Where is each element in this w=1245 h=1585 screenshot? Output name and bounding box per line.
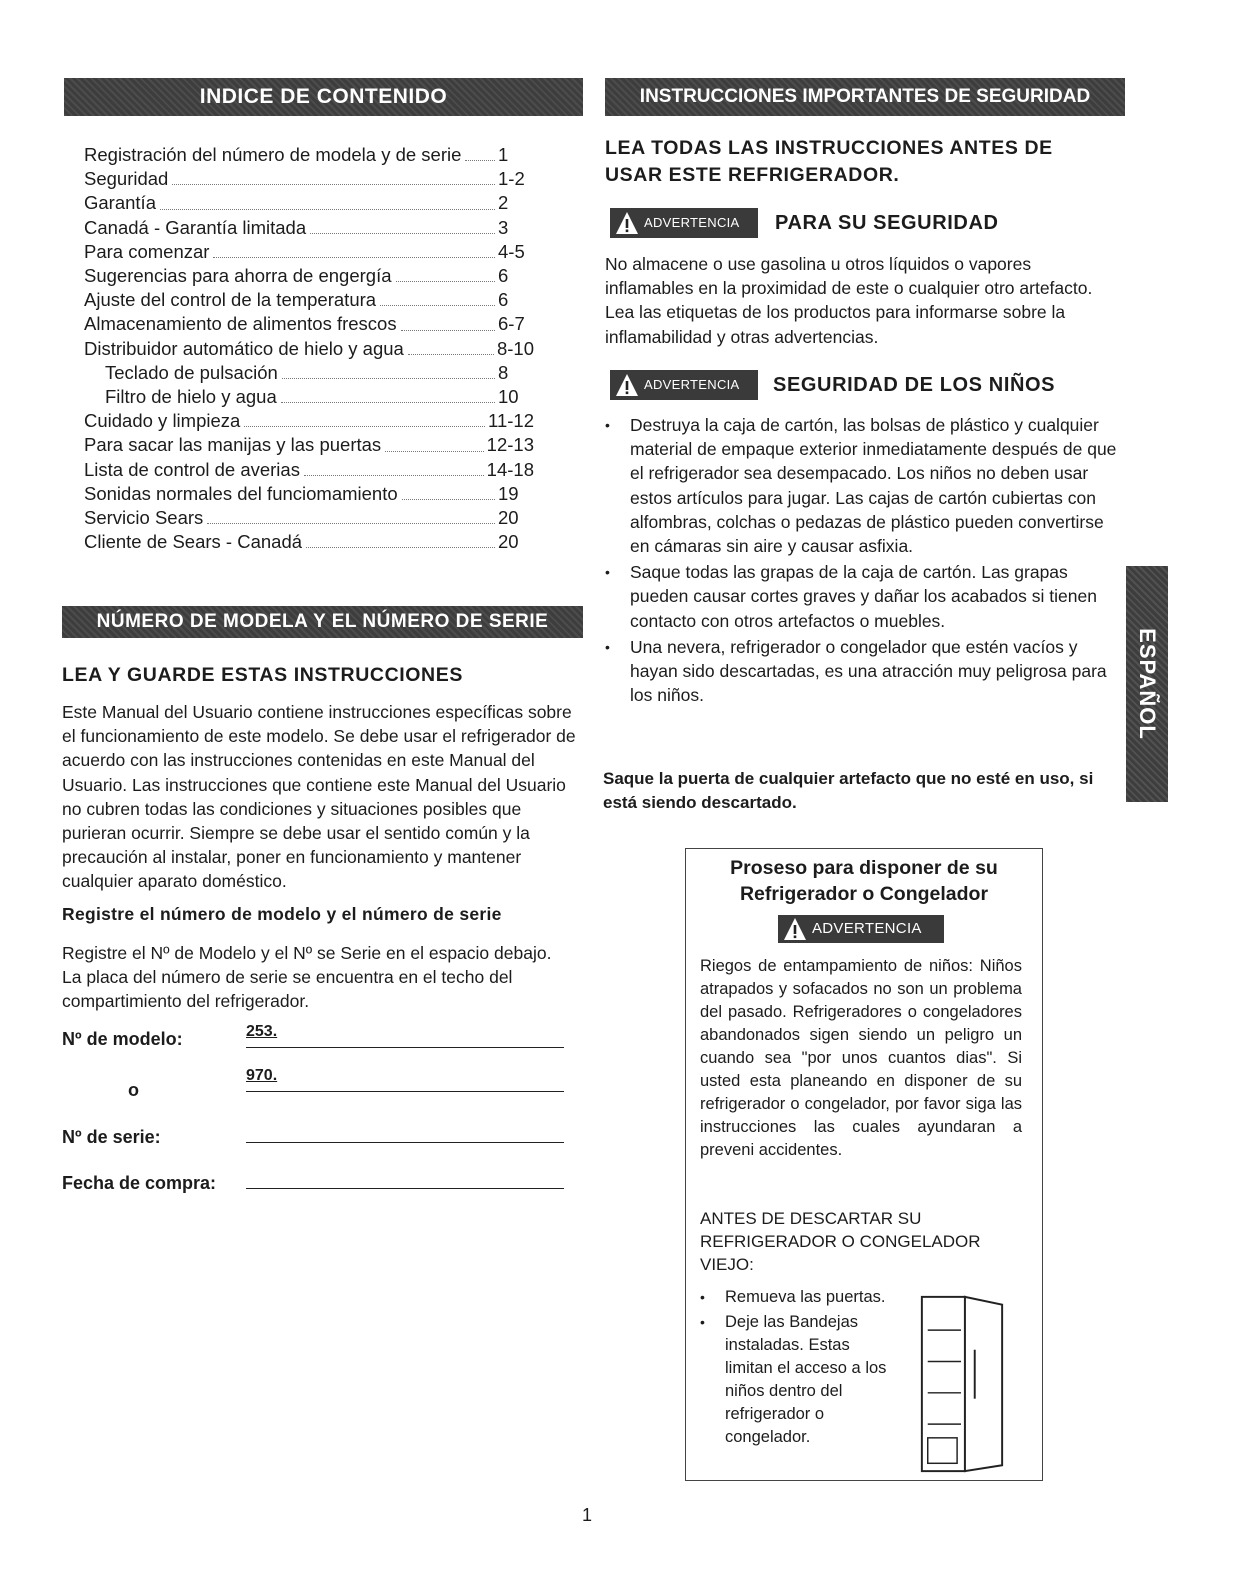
toc-entry-title: Filtro de hielo y agua: [105, 386, 277, 408]
toc-leader-dots: [402, 499, 495, 500]
remove-door-note: Saque la puerta de cualquier artefacto que no esté en uso, si está siendo descartado.: [603, 769, 1094, 813]
toc-entry-page: 11-12: [488, 410, 534, 432]
toc-entry-page: 8-10: [496, 337, 534, 359]
toc-row: [84, 264, 534, 288]
toc-leader-dots: [244, 426, 485, 427]
disposal-box-title: [686, 855, 1042, 907]
or-label: o: [128, 1080, 139, 1100]
toc-entry-title: Cliente de Sears - Canadá: [84, 531, 303, 553]
list-item: • Remueva las puertas.: [700, 1286, 900, 1309]
toc-leader-dots: [396, 281, 495, 282]
list-item: • Deje las Bandejas instaladas. Estas limitan el acceso a los niños dentro del refrigerador o congelador.: [700, 1313, 887, 1446]
toc-row: [84, 530, 534, 554]
toc-entry-page: 12-13: [486, 434, 534, 456]
list-item: • Una nevera, refrigerador o congelador que estén vacíos y hayan sido descartadas, es una atracción muy peligrosa para los niños.: [605, 636, 1107, 706]
table-of-contents: [84, 143, 534, 554]
toc-leader-dots: [306, 547, 495, 548]
register-heading: Registre el número de modelo y el número de serie: [62, 904, 502, 924]
model-value-2: 970.: [246, 1067, 278, 1084]
warning-badge-2: [610, 370, 758, 400]
serial-field[interactable]: [246, 1118, 564, 1143]
disposal-box: [685, 848, 1043, 1481]
toc-leader-dots: [160, 209, 495, 210]
toc-entry-page: 10: [498, 386, 519, 408]
toc-row: [84, 216, 534, 240]
disposal-paragraph: Riegos de entampamiento de niños: Niños atrapados y sofacados no son un problema del pasado. Refrigeradores o congeladores abandonados sigen siendo un peligro un cuando sea "por unos cuantos dias". Si usted esta planeando en disponer de su refrigerador o congelador, por favor siga las instrucciones las cuales ayundaran a preveni accidentes.: [700, 957, 1022, 1159]
toc-entry-page: 19: [498, 482, 519, 504]
list-item: • Destruya la caja de cartón, las bolsas de plástico y cualquier material de empaque exterior inmediatamente después de que el refrigerador sea desempacado. Los niños no deben usar estos artículos para jugar. Las cajas de cartón cubiertas con alfombras, colchas o pedazas de plástico pueden convertirse en cámaras sin aire y causar asfixia.: [605, 415, 1117, 557]
toc-row: [84, 240, 534, 264]
toc-row: [84, 361, 534, 385]
language-tab: [1126, 566, 1168, 802]
before-discarding: ANTES DE DESCARTAR SU REFRIGERADOR O CONGELADOR VIEJO:: [700, 1209, 981, 1274]
page-number: 1: [582, 1505, 593, 1525]
safety-banner: INSTRUCCIONES IMPORTANTES DE SEGURIDAD: [605, 78, 1125, 116]
language-tab-label: ESPAÑOL: [1135, 628, 1160, 740]
toc-entry-title: Servicio Sears: [84, 507, 204, 529]
refrigerator-illustration: [916, 1291, 1008, 1477]
purchase-date-label: Fecha de compra:: [62, 1173, 217, 1193]
toc-entry-page: 3: [498, 216, 509, 238]
toc-entry-page: 14-18: [486, 458, 534, 480]
bullet-icon: •: [700, 1314, 705, 1330]
toc-row: [84, 409, 534, 433]
toc-entry-title: Canadá - Garantía limitada: [84, 216, 307, 238]
disposal-title-line-1: Proseso para disponer de su: [730, 857, 998, 879]
toc-leader-dots: [401, 330, 495, 331]
toc-entry-page: 8: [498, 361, 509, 383]
toc-row: [84, 433, 534, 457]
bullet-icon: •: [700, 1289, 705, 1305]
warning-triangle-icon: [783, 917, 807, 941]
toc-leader-dots: [172, 184, 495, 185]
warning-badge-1: [610, 208, 758, 238]
toc-leader-dots: [408, 354, 494, 355]
children-safety-heading: SEGURIDAD DE LOS NIÑOS: [773, 374, 1056, 396]
model-field-2[interactable]: [246, 1067, 564, 1092]
children-safety-list: [605, 413, 1120, 709]
warning-badge-2-label: ADVERTENCIA: [644, 377, 740, 392]
bullet-icon: •: [605, 564, 610, 581]
read-keep-heading: LEA Y GUARDE ESTAS INSTRUCCIONES: [62, 664, 463, 686]
toc-leader-dots: [380, 305, 495, 306]
safety-paragraph: No almacene o use gasolina u otros líquidos o vapores inflamables en la proximidad de este o cualquier otro artefacto. Lea las etiquetas de los productos para informarse sobre la inflamabilidad y otras advertencias.: [605, 254, 1093, 347]
toc-row: [84, 458, 534, 482]
toc-row: [84, 482, 534, 506]
warning-badge-1-label: ADVERTENCIA: [644, 215, 740, 230]
disposal-title-line-2: Refrigerador o Congelador: [739, 883, 989, 905]
toc-leader-dots: [282, 378, 495, 379]
toc-entry-title: Cuidado y limpieza: [84, 410, 241, 432]
bullet-icon: •: [605, 638, 610, 655]
toc-entry-page: 2: [498, 192, 509, 214]
toc-leader-dots: [207, 523, 495, 524]
read-all-heading: LEA TODAS LAS INSTRUCCIONES ANTES DE USAR ESTE REFRIGERADOR.: [605, 137, 1053, 186]
toc-entry-title: Para sacar las manijas y las puertas: [84, 434, 382, 456]
toc-entry-title: Garantía: [84, 192, 156, 214]
toc-row: [84, 337, 534, 361]
serial-label: Nº de serie:: [62, 1127, 161, 1147]
toc-entry-title: Distribuidor automático de hielo y agua: [84, 337, 404, 359]
warning-triangle-icon: [615, 211, 639, 235]
toc-entry-page: 6-7: [498, 313, 525, 335]
toc-row: [84, 167, 534, 191]
toc-leader-dots: [213, 257, 495, 258]
toc-entry-page: 20: [498, 507, 519, 529]
toc-entry-title: Lista de control de averias: [84, 458, 300, 480]
toc-row: [84, 288, 534, 312]
disposal-list: [700, 1286, 900, 1451]
toc-leader-dots: [281, 402, 495, 403]
toc-entry-title: Almacenamiento de alimentos frescos: [84, 313, 397, 335]
toc-leader-dots: [310, 233, 495, 234]
toc-entry-title: Seguridad: [84, 168, 169, 190]
toc-leader-dots: [304, 475, 484, 476]
toc-banner: INDICE DE CONTENIDO: [64, 78, 583, 116]
toc-entry-page: 20: [498, 531, 519, 553]
model-field-1[interactable]: [246, 1023, 564, 1048]
register-paragraph: Registre el Nº de Modelo y el Nº se Serie en el espacio debajo. La placa del número de serie se encuentra en el techo del compartimiento del refrigerador.: [62, 943, 552, 1012]
model-value-1: 253.: [246, 1023, 278, 1040]
toc-entry-title: Registración del número de modela y de serie: [84, 144, 462, 165]
toc-leader-dots: [385, 451, 484, 452]
bullet-icon: •: [605, 417, 610, 433]
for-your-safety-heading: PARA SU SEGURIDAD: [775, 212, 999, 234]
model-label: Nº de modelo:: [62, 1029, 183, 1049]
toc-entry-page: 1: [498, 144, 509, 165]
toc-entry-title: Sonidas normales del funciomamiento: [84, 482, 398, 504]
toc-entry-title: Ajuste del control de la temperatura: [84, 289, 377, 311]
toc-entry-page: 1-2: [498, 168, 525, 190]
toc-entry-title: Sugerencias para ahorra de engergía: [84, 265, 392, 287]
toc-entry-title: Teclado de pulsación: [105, 361, 278, 383]
toc-leader-dots: [465, 160, 495, 161]
toc-entry-page: 4-5: [498, 240, 525, 262]
toc-row: [84, 385, 534, 409]
warning-badge-3: [778, 915, 944, 943]
toc-row: [84, 312, 534, 336]
toc-entry-page: 6: [498, 265, 509, 287]
warning-badge-3-label: ADVERTENCIA: [812, 920, 922, 937]
model-serial-banner: NÚMERO DE MODELA Y EL NÚMERO DE SERIE: [62, 606, 583, 638]
toc-row: [84, 506, 534, 530]
toc-entry-page: 6: [498, 289, 509, 311]
list-item: • Saque todas las grapas de la caja de cartón. Las grapas pueden causar cortes graves y dañar los acabados si tienen contacto con otros artefactos o muebles.: [605, 562, 1097, 631]
intro-paragraph: Este Manual del Usuario contiene instrucciones específicas sobre el funcionamiento de este modelo. Se debe usar el refrigerador de acuerdo con las instrucciones contenidas en este Manual del Usuario. Las instrucciones que contiene este Manual del Usuario no cubren todas las condiciones y situaciones posibles que purieran ocurrir. Siempre se debe usar el sentido común y la precaución al instalar, poner en funcionamiento y mantener cualquier aparato doméstico.: [62, 702, 576, 892]
toc-row: [84, 143, 534, 167]
warning-triangle-icon: [615, 373, 639, 397]
toc-row: [84, 191, 534, 215]
toc-entry-title: Para comenzar: [84, 240, 210, 262]
purchase-date-field[interactable]: [246, 1164, 564, 1189]
